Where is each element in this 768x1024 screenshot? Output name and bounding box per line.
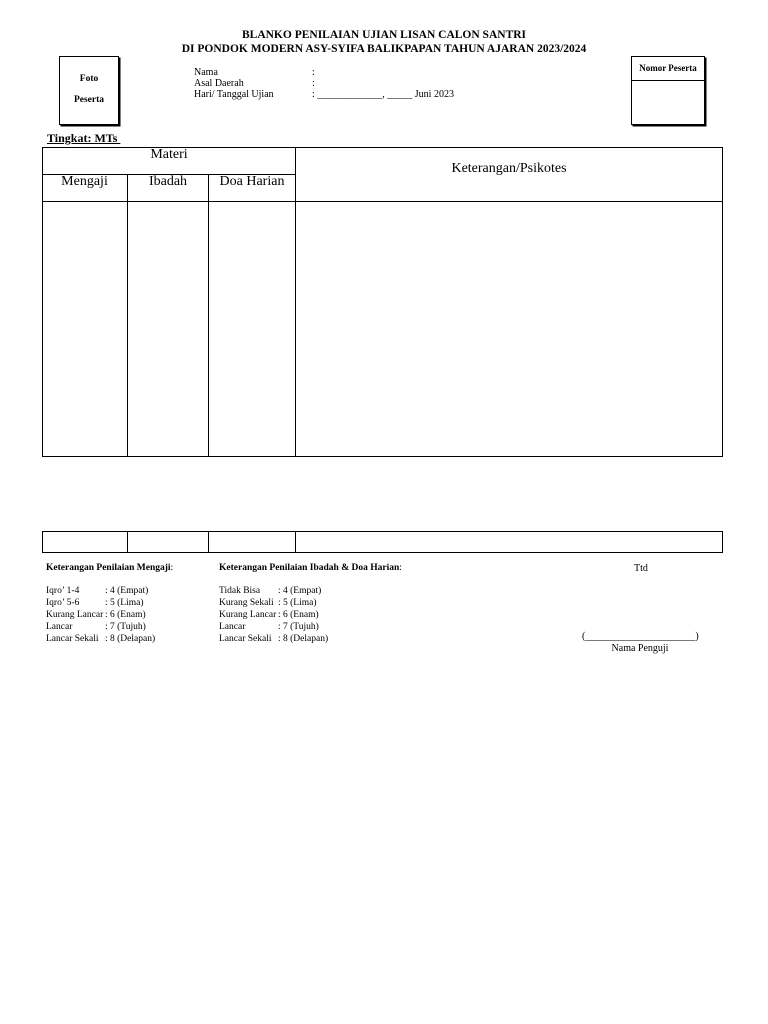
legend-ibadah-title [219, 563, 402, 573]
legend-ibadah-label: Lancar [219, 622, 246, 632]
table-border-right [722, 147, 723, 457]
total-row-border-bottom [42, 552, 723, 553]
legend-ibadah-value: : 8 (Delapan) [278, 634, 329, 644]
total-notes-cell[interactable] [296, 532, 722, 552]
signature-ttd-label: Ttd [634, 563, 648, 574]
photo-box-label-line2: Peserta [73, 95, 105, 105]
legend-mengaji-label: Iqro’ 5-6 [46, 598, 80, 608]
participant-number-label: Nomor Peserta [639, 63, 697, 73]
materi-header: Materi [150, 147, 188, 162]
photo-box [59, 56, 119, 125]
total-mengaji-cell[interactable] [43, 532, 127, 552]
legend-ibadah-label: Kurang Lancar [219, 610, 277, 620]
mengaji-score-cell[interactable] [43, 202, 127, 456]
legend-mengaji-label: Kurang Lancar [46, 610, 104, 620]
total-ibadah-cell[interactable] [128, 532, 208, 552]
exam-date-value[interactable]: : _____________, _____ Juni 2023 [312, 89, 454, 100]
legend-ibadah-title-text: Keterangan Penilaian Ibadah & Doa Harian [219, 563, 400, 573]
notes-cell[interactable] [296, 202, 722, 456]
legend-mengaji-value: : 6 (Enam) [105, 610, 146, 620]
legend-mengaji-title [46, 563, 173, 573]
signature-line[interactable]: (______________________) [582, 631, 699, 642]
legend-ibadah-value: : 4 (Empat) [278, 586, 322, 596]
total-row-border-right [722, 531, 723, 553]
document-title-line1: BLANKO PENILAIAN UJIAN LISAN CALON SANTRI [241, 29, 527, 41]
legend-ibadah-value: : 7 (Tujuh) [278, 622, 319, 632]
legend-mengaji-title-text: Keterangan Penilaian Mengaji [46, 563, 171, 573]
legend-mengaji-value: : 7 (Tujuh) [105, 622, 146, 632]
participant-number-divider [632, 80, 704, 81]
name-label: Nama [194, 67, 218, 78]
participant-number-box [631, 56, 705, 125]
legend-ibadah-title-colon: : [399, 563, 402, 573]
assessment-table [42, 147, 723, 457]
examiner-name-label: Nama Penguji [611, 643, 669, 654]
legend-mengaji-label: Lancar Sekali [46, 634, 99, 644]
table-border-bottom [42, 456, 723, 457]
legend-ibadah-value: : 6 (Enam) [278, 610, 319, 620]
doa-harian-score-cell[interactable] [209, 202, 295, 456]
notes-header: Keterangan/Psikotes [451, 161, 567, 176]
total-row-table [42, 531, 723, 553]
legend-ibadah-value: : 5 (Lima) [278, 598, 317, 608]
level-label: Tingkat: MTs [47, 131, 121, 145]
photo-box-label-line1: Foto [79, 74, 99, 84]
legend-ibadah-label: Lancar Sekali [219, 634, 272, 644]
legend-mengaji-value: : 4 (Empat) [105, 586, 149, 596]
column-header-doa-harian: Doa Harian [219, 174, 285, 189]
exam-date-label: Hari/ Tanggal Ujian [194, 89, 274, 100]
legend-mengaji-value: : 5 (Lima) [105, 598, 144, 608]
ibadah-score-cell[interactable] [128, 202, 208, 456]
legend-ibadah-label: Tidak Bisa [219, 586, 261, 596]
legend-mengaji-title-colon: : [170, 563, 174, 573]
legend-mengaji-value: : 8 (Delapan) [105, 634, 156, 644]
total-doa-harian-cell[interactable] [209, 532, 295, 552]
name-value[interactable]: : [312, 67, 315, 78]
origin-value[interactable]: : [312, 78, 315, 89]
column-header-mengaji: Mengaji [61, 174, 108, 189]
origin-label: Asal Daerah [194, 78, 244, 89]
legend-ibadah-label: Kurang Sekali [219, 598, 274, 608]
legend-mengaji-label: Lancar [46, 622, 73, 632]
legend-mengaji-label: Iqro’ 1-4 [46, 586, 80, 596]
column-header-ibadah: Ibadah [148, 174, 188, 189]
document-title-line2: DI PONDOK MODERN ASY-SYIFA BALIKPAPAN TAHUN AJARAN 2023/2024 [181, 43, 587, 55]
